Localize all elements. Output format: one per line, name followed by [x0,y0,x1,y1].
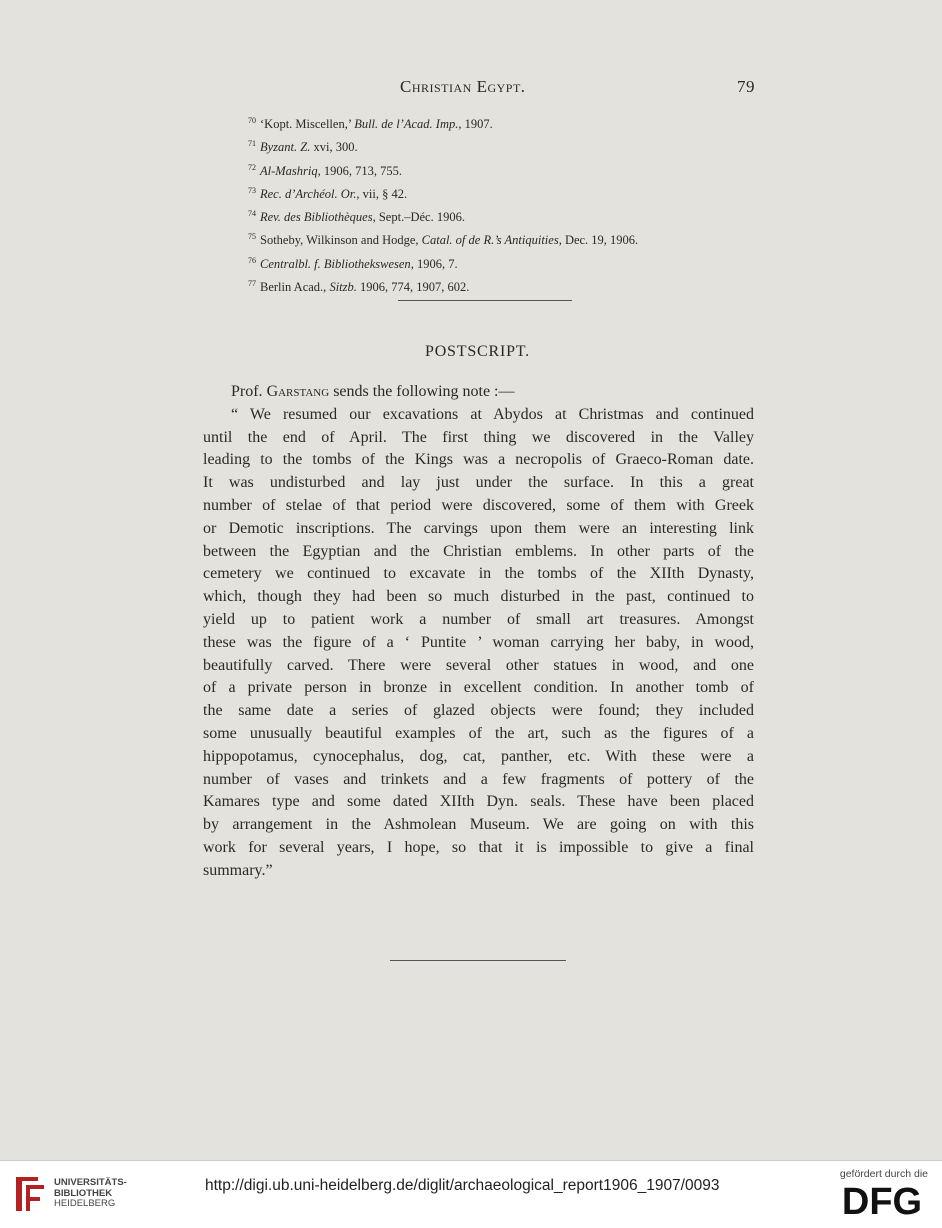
body-line: number of vases and trinkets and a few fragments of pottery of the [203,770,754,788]
body-lines [203,404,754,883]
footnote-text: 1906, 774, 1907, 602. [356,280,470,295]
footnote-number: 77 [248,279,256,289]
footnote [248,251,768,274]
body-line: number of stelae of that period were discovered, some of them with Greek [203,496,754,514]
footnote-text: xvi, 300. [310,140,358,155]
footnote-text: ‘Kopt. Miscellen,’ [260,117,355,131]
footnote-number: 71 [248,139,256,149]
source-url-link[interactable]: http://digi.ub.uni-heidelberg.de/diglit/archaeological_report1906_1907/0093 [205,1177,720,1194]
footnote-text: Sotheby, Wilkinson and Hodge, [260,233,422,248]
library-line-2: BIBLIOTHEK [54,1187,113,1199]
dfg-logo-text: DFG [841,1181,923,1219]
running-head-title: Christian Egypt. [400,77,526,96]
footnote-citation-title: Sitzb. [329,280,357,295]
footnote [248,158,768,181]
footnotes-list [248,111,768,297]
page-number: 79 [737,77,755,96]
postscript-text [203,381,754,883]
library-line-1: UNIVERSITÄTS- [54,1177,127,1188]
dfg-logo-icon [834,1181,930,1219]
body-line: summary.” [203,861,273,879]
intro-suffix: sends the following note :— [329,383,515,400]
body-line: “ We resumed our excavations at Abydos at Christmas and continued [231,405,754,423]
footnote-number: 72 [248,162,256,172]
body-line: by arrangement in the Ashmolean Museum. We are going on with this [203,816,754,834]
footnote [248,111,768,134]
body-line: beautifully carved. There were several other statues in wood, and one [203,656,754,674]
intro-line [203,381,754,404]
footnote [248,134,768,157]
footnote-text: , Dec. 19, 1906. [558,233,639,248]
footnote-citation-title: Bull. de l’Acad. Imp. [354,117,459,131]
footnote-citation-title: Byzant. Z. [260,140,311,155]
section-heading: POSTSCRIPT. [425,343,530,360]
footnote-citation-title: Rev. des Bibliothèques [260,210,373,225]
footnote-number: 73 [248,185,256,195]
footnote-text: , vii, § 42. [356,186,408,201]
footnote-citation-title: Centralbl. f. Bibliothekswesen [260,256,411,271]
footnote-citation-title: Rec. d’Archéol. Or. [260,186,357,201]
footnote [248,181,768,204]
body-line: the same date a series of glazed objects were found; they included [203,702,754,720]
body-line: cemetery we continued to excavate in the tombs of the XIIth Dynasty, [203,565,754,583]
body-line: some unusually beautiful examples of the art, such as the figures of a [203,724,754,742]
intro-prefix: Prof. [231,383,267,400]
body-line: which, though they had been so much disturbed in the past, continued to [203,588,754,606]
body-line: or Demotic inscriptions. The carvings upon them were an interesting link [203,519,754,537]
running-head [200,77,755,97]
footnote-citation-title: Al-Mashriq [260,163,318,178]
body-line: Kamares type and some dated XIIth Dyn. seals. These have been placed [203,793,754,811]
footnote-number: 75 [248,232,256,242]
footnote-number: 76 [248,255,256,265]
body-line: leading to the tombs of the Kings was a necropolis of Graeco-Roman date. [203,451,754,469]
library-line-3: HEIDELBERG [54,1198,116,1209]
university-library-logo-icon [8,1171,48,1215]
body-line: of a private person in bronze in excellent condition. In another tomb of [203,679,754,697]
footnote-citation-title: Catal. of de R.’s Antiquities [421,233,559,248]
footnote [248,227,768,250]
body-line: between the Egyptian and the Christian emblems. In other parts of the [203,542,754,560]
footnote-text: , Sept.–Déc. 1906. [372,210,465,225]
footnote [248,274,768,297]
footnote [248,204,768,227]
author-name: Garstang [266,383,330,400]
footnote-text: , 1906, 713, 755. [317,163,403,178]
section-divider-bottom [390,960,566,961]
funder-caption: gefördert durch die [839,1168,928,1180]
body-line: hippopotamus, cynocephalus, dog, cat, panther, etc. With these were a [203,747,754,765]
footnote-number: 70 [248,116,256,125]
footnote-text: Berlin Acad., [260,280,330,295]
body-line: these was the figure of a ‘ Puntite ’ woman carrying her baby, in wood, [203,633,754,651]
body-line: It was undisturbed and lay just under the surface. In this a great [203,474,754,492]
body-line: until the end of April. The first thing we discovered in the Valley [203,428,754,446]
body-line: work for several years, I hope, so that it is impossible to give a final [203,838,754,856]
digital-library-footer [0,1160,942,1228]
footnote-text: , 1906, 7. [410,256,458,271]
footnote-text: , 1907. [458,117,493,131]
footnote-number: 74 [248,209,256,219]
body-line: yield up to patient work a number of small art treasures. Amongst [203,610,754,628]
section-divider-top [398,300,572,301]
library-name [54,1178,127,1210]
